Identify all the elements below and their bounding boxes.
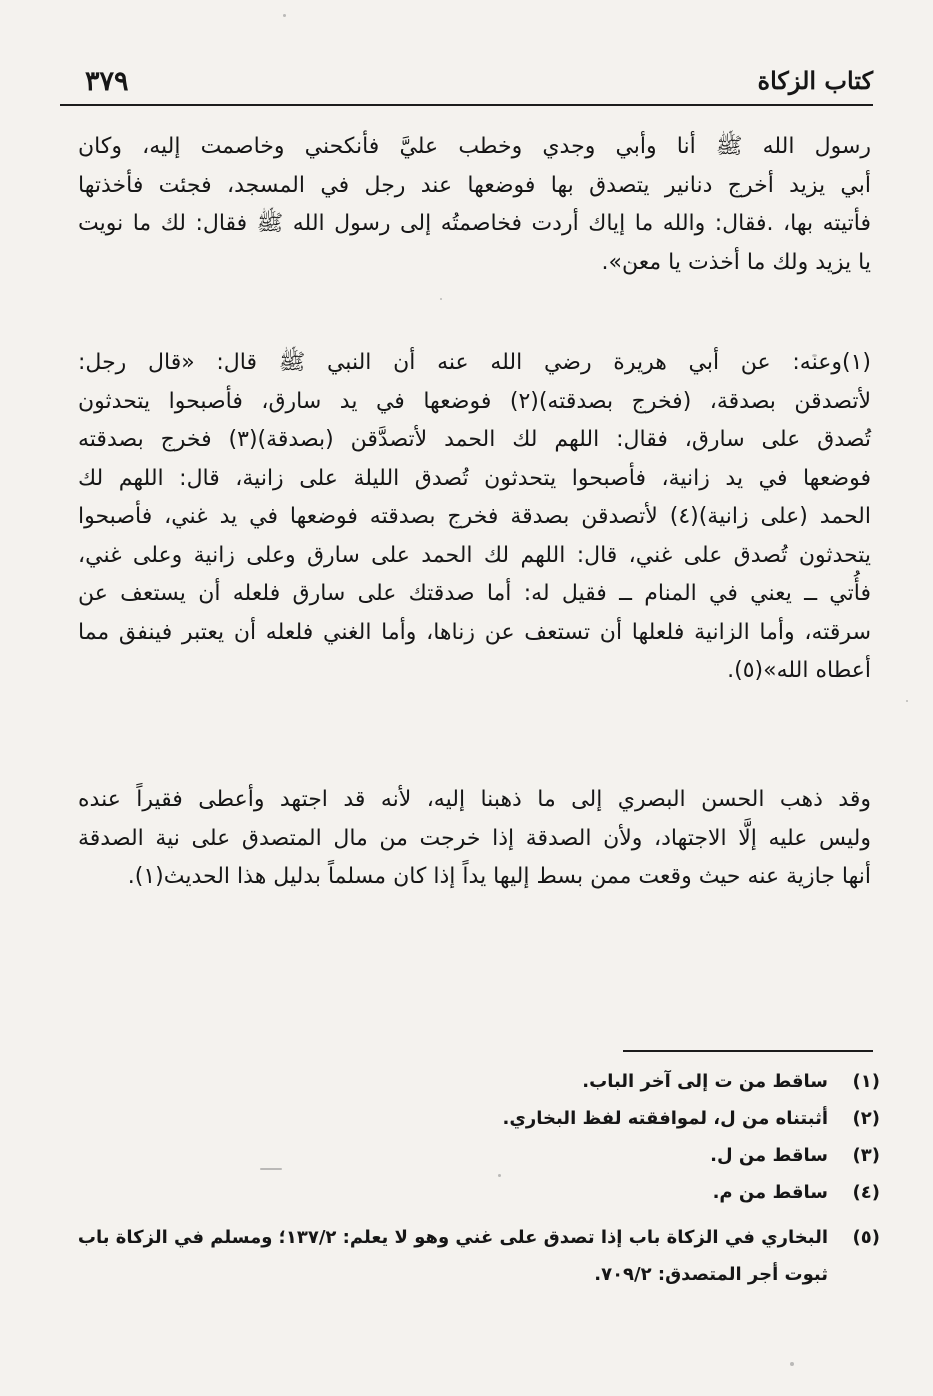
scan-speck — [283, 14, 286, 17]
paragraph-1 — [78, 128, 871, 282]
page-header — [60, 60, 873, 108]
footnote-5-continuation: ثبوت أجر المتصدق: ٧٠٩/٢. — [594, 1264, 828, 1285]
scan-speck — [906, 700, 908, 702]
text-line: فأُتي ــ يعني في المنام ــ فقيل له: أما صدقتك على سارق فلعله أن يستعف عن — [78, 581, 871, 606]
footnote-4 — [95, 1174, 880, 1211]
footnote-rule — [623, 1050, 873, 1052]
text-line: أبي يزيد أخرج دنانير يتصدق بها فوضعها عند رجل في المسجد، فجئت فأخذتها — [78, 172, 871, 198]
paragraph-2 — [78, 344, 871, 691]
footnote-marker: (٢) — [852, 1108, 880, 1129]
scan-speck — [440, 298, 442, 300]
footnote-text: ساقط من ل. — [710, 1145, 828, 1166]
footnote-2 — [95, 1100, 880, 1137]
text-line: يتحدثون تُصدق على غني، قال: اللهم لك الحمد على سارق وعلى زانية وعلى غني، — [78, 542, 871, 568]
text-line: أعطاه الله»(٥). — [727, 658, 871, 683]
text-line: فأتيته بها، .فقال: والله ما إياك أردت فخاصمتُه إلى رسول الله ﷺ فقال: لك ما نويت — [78, 211, 871, 236]
text-line: الحمد (على زانية)(٤) لأتصدقن بصدقة فخرج بصدقته فوضعها في يد غني، فأصبحوا — [78, 504, 871, 529]
text-line: لأتصدقن بصدقة، (فخرج بصدقته)(٢) فوضعها في يد سارق، فأصبحوا يتحدثون — [78, 388, 871, 414]
footnote-marker: (٤) — [852, 1182, 880, 1203]
footnote-3 — [95, 1137, 880, 1174]
header-rule — [60, 104, 873, 106]
page-number: ٣٧٩ — [85, 66, 129, 97]
footnotes — [77, 1063, 880, 1293]
footnote-1 — [95, 1063, 880, 1100]
footnote-text: ساقط من م. — [712, 1182, 828, 1203]
footnote-marker: (١) — [852, 1071, 880, 1092]
footnote-5 — [77, 1219, 880, 1256]
text-line: وليس عليه إلَّا الاجتهاد، ولأن الصدقة إذا خرجت من مال المتصدق على نية الصدقة — [78, 825, 871, 851]
text-line: وقد ذهب الحسن البصري إلى ما ذهبنا إليه، لأنه قد اجتهد وأعطى فقيراً عنده — [78, 787, 871, 812]
text-line: تُصدق على سارق، فقال: اللهم لك الحمد لأتصدَّقن (بصدقة)(٣) فخرج بصدقته — [78, 427, 872, 452]
footnote-text: البخاري في الزكاة باب إذا تصدق على غني وهو لا يعلم: ١٣٧/٢؛ ومسلم في الزكاة باب — [77, 1227, 828, 1248]
text-line: (١)وعنه: عن أبي هريرة رضي الله عنه أن النبي ﷺ قال: «قال رجل: — [78, 350, 871, 375]
text-line: أنها جازية عنه حيث وقعت ممن بسط إليها يداً إذا كان مسلماً بدليل هذا الحديث(١). — [127, 864, 871, 889]
scan-speck — [790, 1362, 794, 1366]
footnote-marker: (٣) — [852, 1145, 880, 1166]
text-line: فوضعها في يد زانية، فأصبحوا يتحدثون تُصدق الليلة على زانية، قال: اللهم لك — [78, 465, 871, 491]
footnote-text: ساقط من ت إلى آخر الباب. — [582, 1071, 828, 1092]
text-line: سرقته، وأما الزانية فلعلها أن تستعف عن زناها، وأما الغني فلعله أن يعتبر فينفق مما — [78, 619, 871, 645]
text-line: يا يزيد ولك ما أخذت يا معن». — [601, 249, 871, 275]
text-line: رسول الله ﷺ أنا وأبي وجدي وخطب عليَّ فأنكحني وخاصمت إليه، وكان — [78, 134, 871, 159]
footnote-marker: (٥) — [852, 1227, 880, 1248]
footnote-text: أثبتناه من ل، لموافقته لفظ البخاري. — [502, 1108, 828, 1129]
paragraph-3 — [78, 781, 871, 897]
running-title: كتاب الزكاة — [757, 66, 873, 95]
